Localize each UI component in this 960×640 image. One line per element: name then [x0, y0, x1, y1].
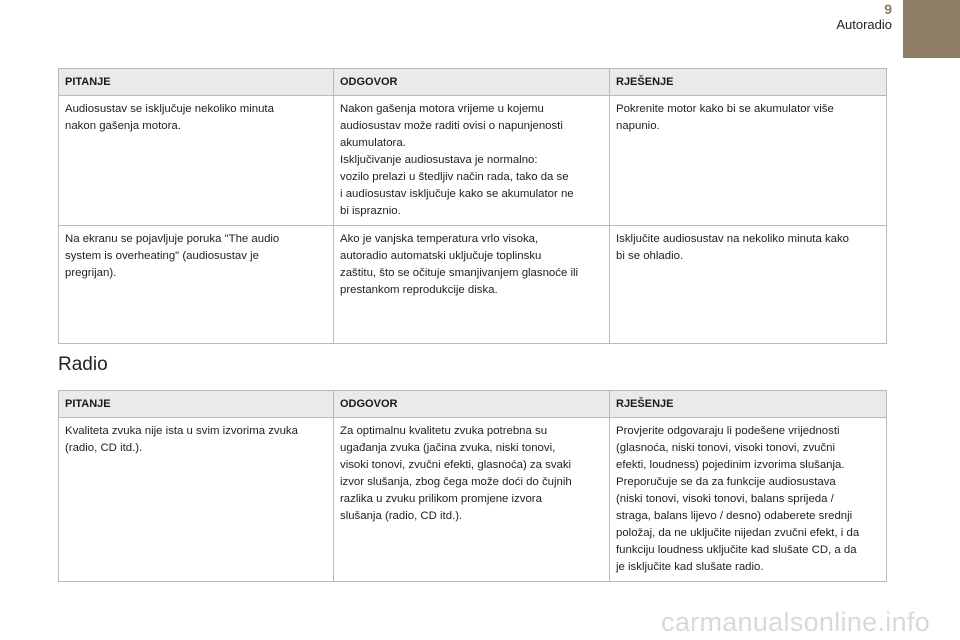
solution-cell: Pokrenite motor kako bi se akumulator više napunio.	[610, 96, 887, 226]
column-header-question: PITANJE	[59, 391, 334, 418]
radio-section-heading: Radio	[58, 354, 108, 375]
column-header-solution: RJEŠENJE	[610, 391, 887, 418]
solution-cell: Isključite audiosustav na nekoliko minuta kako bi se ohladio.	[610, 226, 887, 344]
question-cell: Na ekranu se pojavljuje poruka "The audio system is overheating" (audiosustav je pregrijan).	[59, 226, 334, 344]
troubleshooting-table-radio	[58, 390, 887, 582]
answer-cell: Nakon gašenja motora vrijeme u kojemu audiosustav može raditi ovisi o napunjenosti akumulatora. Isključivanje audiosustava je normalno: vozilo prelazi u štedljiv način rada, tako da se i audiosustav isključuje kako se akumulator ne bi ispraznio.	[334, 96, 610, 226]
watermark: carmanualsonline.info	[661, 607, 930, 637]
answer-cell: Za optimalnu kvalitetu zvuka potrebna su ugađanja zvuka (jačina zvuka, niski tonovi, visoki tonovi, zvučni efekti, glasnoća) za svaki izvor slušanja, zbog čega može doći do čujnih razlika u zvuku prilikom promjene izvora slušanja (radio, CD itd.).	[334, 418, 610, 582]
table-header-row	[59, 69, 887, 96]
table-row	[59, 96, 887, 226]
table-row	[59, 418, 887, 582]
column-header-question: PITANJE	[59, 69, 334, 96]
page-number: 9	[884, 1, 892, 17]
answer-cell: Ako je vanjska temperatura vrlo visoka, autoradio automatski uključuje toplinsku zaštitu, što se očituje smanjivanjem glasnoće ili prestankom reprodukcije diska.	[334, 226, 610, 344]
column-header-answer: ODGOVOR	[334, 69, 610, 96]
column-header-solution: RJEŠENJE	[610, 69, 887, 96]
question-cell: Audiosustav se isključuje nekoliko minuta nakon gašenja motora.	[59, 96, 334, 226]
solution-cell: Provjerite odgovaraju li podešene vrijednosti (glasnoća, niski tonovi, visoki tonovi, zvučni efekti, loudness) pojedinim izvorima slušanja. Preporučuje se da za funkcije audiosustava (niski tonovi, visoki tonovi, balans sprijeda / straga, balans lijevo / desno) odaberete srednji položaj, da ne uključite nijedan zvučni efekt, i da funkciju loudness uključite kad slušate CD, a da je isključite kad slušate radio.	[610, 418, 887, 582]
table-row	[59, 226, 887, 344]
question-cell: Kvaliteta zvuka nije ista u svim izvorima zvuka (radio, CD itd.).	[59, 418, 334, 582]
column-header-answer: ODGOVOR	[334, 391, 610, 418]
chapter-tab	[903, 0, 960, 58]
section-title: Autoradio	[836, 17, 892, 32]
troubleshooting-table-autoradio	[58, 68, 887, 344]
table-header-row	[59, 391, 887, 418]
